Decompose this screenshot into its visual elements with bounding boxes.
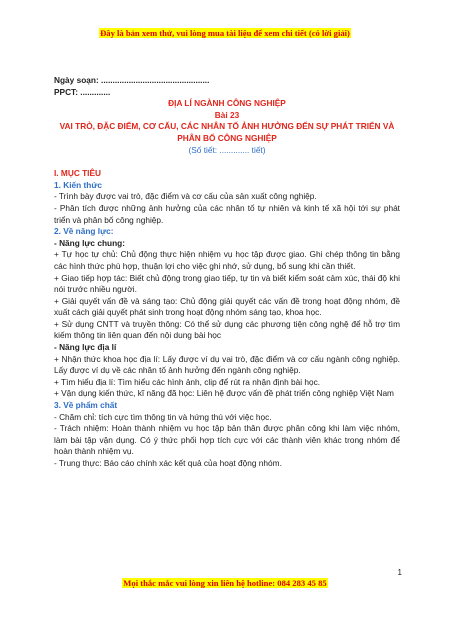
geography-competence-item: + Vận dụng kiến thức, kĩ năng đã học: Liên hệ được vấn đề phát triển công nghiệp Việt Nam bbox=[54, 388, 394, 399]
competence-heading: 2. Về năng lực: bbox=[54, 226, 114, 237]
hotline-banner-text: Mọi thắc mắc vui lòng xin liên hệ hotline: 084 283 45 85 bbox=[123, 578, 327, 588]
general-competence-item: + Giải quyết vấn đề và sáng tạo: Chủ động giải quyết các vấn đề trong hoạt động nhóm, đề xuất cách giải quyết phát sinh trong hoạt động nhóm sáng tạo, khoa học. bbox=[54, 295, 400, 318]
periods-line: (Số tiết: ............. tiết) bbox=[188, 144, 266, 155]
general-competence-item: + Sử dụng CNTT và truyền thông: Có thể sử dụng các phương tiện công nghệ để hỗ trợ tìm kiếm thông tin liên quan đến nội dung bài học bbox=[54, 318, 400, 341]
quality-item: - Trung thực: Báo cáo chính xác kết quả của hoạt động nhóm. bbox=[54, 458, 282, 468]
knowledge-item: - Phân tích được những ảnh hưởng của các nhân tố tự nhiên và kinh tế xã hội tới sự phát triển và phân bố công nghiệp. bbox=[54, 202, 400, 225]
chapter-title: ĐỊA LÍ NGÀNH CÔNG NGHIỆP bbox=[168, 98, 286, 109]
geography-competence-item: + Tìm hiểu địa lí: Tìm hiểu các hình ảnh, clip để rút ra nhận định bài học. bbox=[54, 376, 321, 387]
preview-banner-text: Đây là bản xem thử, vui lòng mua tài liệu để xem chi tiết (có lời giải) bbox=[100, 28, 350, 38]
lesson-number: Bài 23 bbox=[214, 109, 240, 120]
section-objectives-heading: I. MỤC TIÊU bbox=[54, 168, 102, 179]
knowledge-heading: 1. Kiến thức bbox=[54, 179, 102, 190]
geography-competence-item: + Nhận thức khoa học địa lí: Lấy được ví dụ vai trò, đặc điểm và cơ cấu ngành công nghiệp. Lấy được ví dụ về các nhân tố ảnh hưởng đến ngành công nghiệp. bbox=[54, 353, 400, 376]
qualities-heading: 3. Về phẩm chất bbox=[54, 400, 118, 411]
lesson-title: VAI TRÒ, ĐẶC ĐIỂM, CƠ CẤU, CÁC NHÂN TỐ ẢNH HƯỞNG ĐẾN SỰ PHÁT TRIỂN VÀ PHÂN BỐ CÔNG NGHIỆP bbox=[59, 121, 395, 143]
general-competence-item: + Tự học tự chủ: Chủ động thực hiện nhiệm vụ học tập được giao. Ghi chép thông tin bằng các hình thức phù hợp, thuận lợi cho việc ghi nhớ, sử dụng, bổ sung khi cần thiết. bbox=[54, 249, 400, 271]
hotline-banner bbox=[0, 578, 450, 588]
preview-banner bbox=[0, 28, 450, 38]
geography-competence-heading: - Năng lực địa lí bbox=[54, 342, 117, 353]
ppct-line: PPCT: ............. bbox=[54, 86, 111, 97]
general-competence-heading: - Năng lực chung: bbox=[54, 237, 125, 248]
document-page bbox=[54, 75, 400, 470]
quality-item: - Chăm chỉ: tích cực tìm thông tin và hứng thú với việc học. bbox=[54, 411, 272, 422]
knowledge-item: - Trình bày được vai trò, đặc điểm và cơ cấu của sản xuất công nghiệp. bbox=[54, 191, 317, 202]
date-line: Ngày soạn: ............................................... bbox=[54, 75, 210, 85]
quality-item: - Trách nhiệm: Hoàn thành nhiệm vụ học tập bản thân được phân công khi làm việc nhóm, làm bài tập vận dụng. Có ý thức phối hợp tích cực với các thành viên khác trong nhóm để hoàn thành nhiệm vụ. bbox=[54, 423, 400, 457]
general-competence-item: + Giao tiếp hợp tác: Biết chủ động trong giao tiếp, tự tin và biết kiểm soát cảm xúc, thái độ khi nói trước nhiều người. bbox=[54, 272, 400, 295]
page-number: 1 bbox=[397, 568, 402, 577]
